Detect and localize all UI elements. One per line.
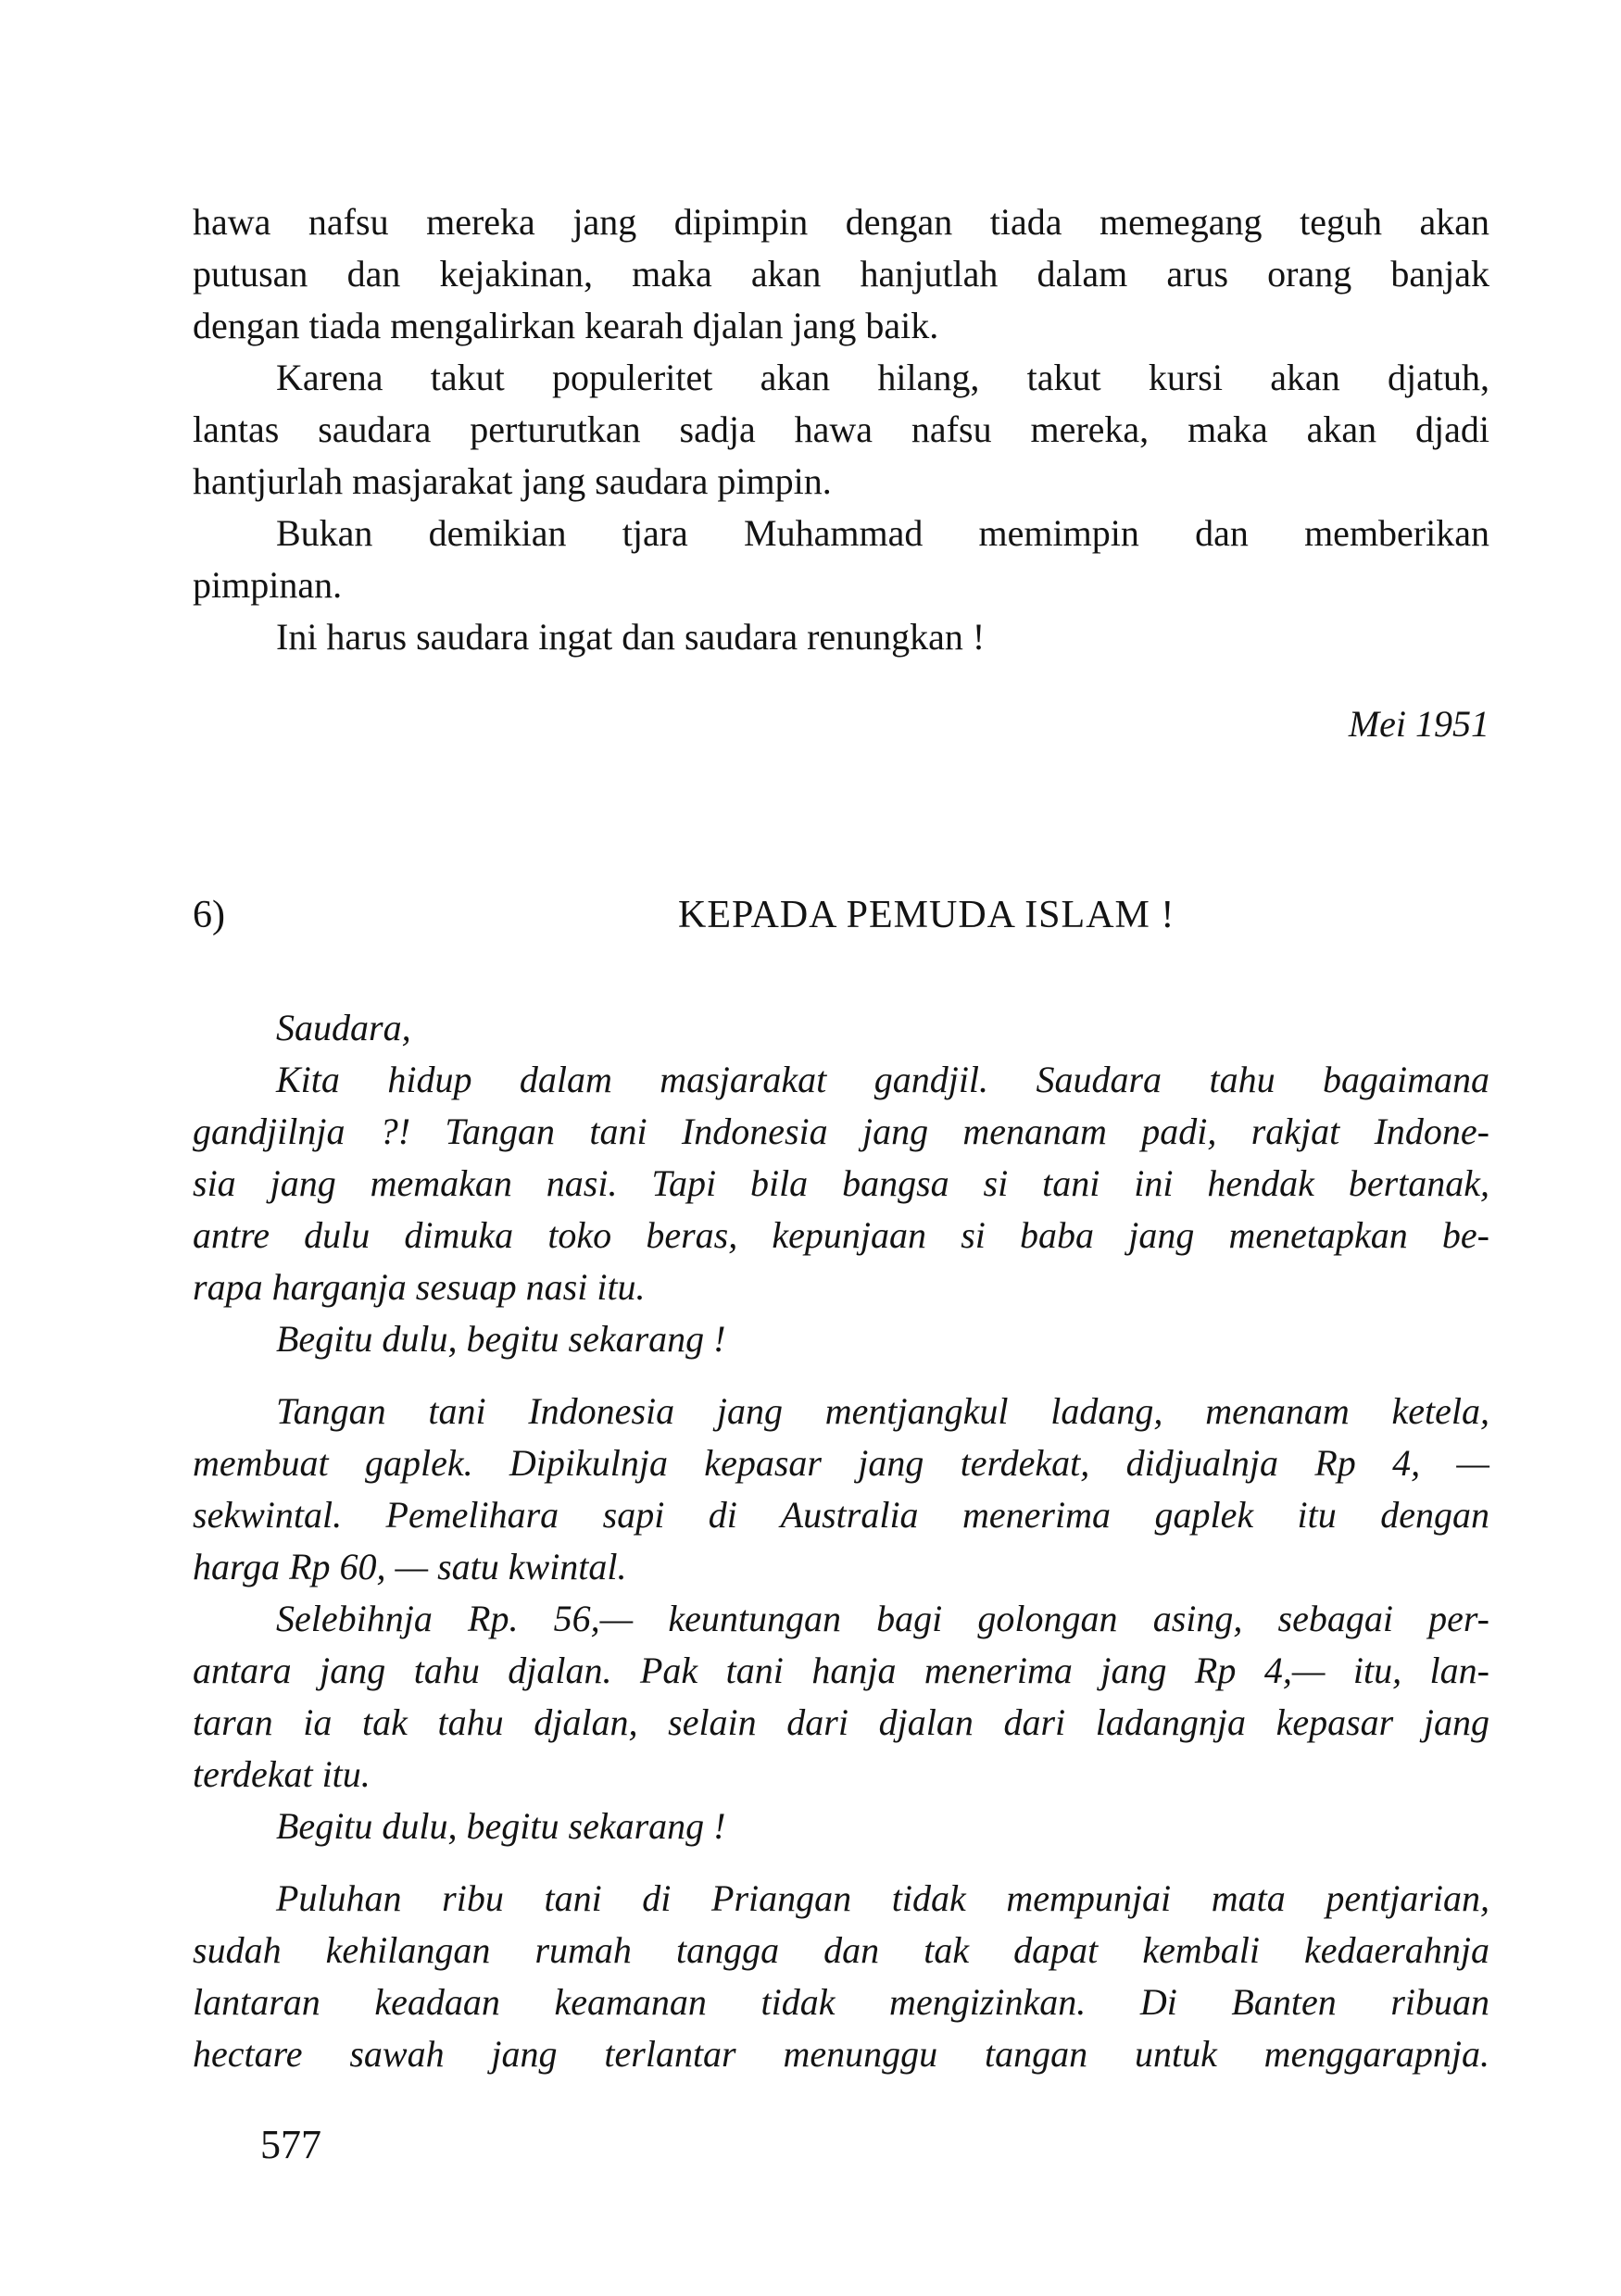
text-line: Puluhan ribu tani di Priangan tidak mempunjai mata pentjarian,: [276, 1877, 1489, 1919]
paragraph: [193, 1873, 1489, 2080]
text-line: Bukan demikian tjara Muhammad memimpin dan memberikan: [276, 512, 1489, 554]
text-line: Begitu dulu, begitu sekarang !: [276, 1805, 726, 1847]
page-number: 577: [260, 2122, 321, 2167]
text-line: taran ia tak tahu djalan, selain dari djalan dari ladangnja kepasar jang: [193, 1701, 1489, 1743]
text-line: pimpinan.: [193, 564, 343, 606]
section-title: KEPADA PEMUDA ISLAM !: [678, 894, 1175, 936]
text-line: gandjilnja ?! Tangan tani Indonesia jang menanam padi, rakjat Indone-: [193, 1110, 1489, 1152]
paragraph: [193, 1800, 1489, 1852]
date-line: Mei 1951: [1348, 703, 1489, 745]
section-heading: [193, 889, 1489, 941]
text-line: putusan dan kejakinan, maka akan hanjutlah dalam arus orang banjak: [193, 253, 1489, 295]
paragraph: [193, 1313, 1489, 1365]
paragraph: [193, 352, 1489, 508]
text-line: hantjurlah masjarakat jang saudara pimpin.: [193, 460, 832, 502]
text-line: hawa nafsu mereka jang dipimpin dengan tiada memegang teguh akan: [193, 201, 1489, 243]
text-line: sekwintal. Pemelihara sapi di Australia menerima gaplek itu dengan: [193, 1494, 1489, 1536]
text-line: sudah kehilangan rumah tangga dan tak dapat kembali kedaerahnja: [193, 1929, 1489, 1971]
text-line: Begitu dulu, begitu sekarang !: [276, 1318, 726, 1360]
intro-paragraphs: [193, 196, 1489, 663]
text-line: terdekat itu.: [193, 1753, 371, 1795]
text-line: harga Rp 60, — satu kwintal.: [193, 1546, 627, 1587]
text-line: Kita hidup dalam masjarakat gandjil. Saudara tahu bagaimana: [276, 1059, 1489, 1100]
essay-paragraphs: [193, 1002, 1489, 2080]
paragraph: [193, 611, 1489, 663]
text-line: Saudara,: [276, 1007, 411, 1048]
text-line: Karena takut populeritet akan hilang, takut kursi akan djatuh,: [276, 357, 1489, 398]
text-line: dengan tiada mengalirkan kearah djalan jang baik.: [193, 305, 939, 346]
text-line: Selebihnja Rp. 56,— keuntungan bagi golongan asing, sebagai per-: [276, 1598, 1489, 1639]
section-number: 6): [193, 894, 225, 936]
paragraph: [193, 1054, 1489, 1313]
text-line: Tangan tani Indonesia jang mentjangkul ladang, menanam ketela,: [276, 1390, 1489, 1432]
paragraph: [193, 508, 1489, 611]
text-line: sia jang memakan nasi. Tapi bila bangsa si tani ini hendak bertanak,: [193, 1162, 1489, 1204]
text-line: lantaran keadaan keamanan tidak mengizinkan. Di Banten ribuan: [193, 1981, 1489, 2023]
text-line: Ini harus saudara ingat dan saudara renungkan !: [276, 616, 986, 658]
paragraph: [193, 1593, 1489, 1800]
text-line: rapa harganja sesuap nasi itu.: [193, 1266, 646, 1308]
text-line: antara jang tahu djalan. Pak tani hanja menerima jang Rp 4,— itu, lan-: [193, 1650, 1489, 1691]
text-line: membuat gaplek. Dipikulnja kepasar jang terdekat, didjualnja Rp 4, —: [193, 1442, 1489, 1484]
paragraph: [193, 1002, 1489, 1054]
text-line: lantas saudara perturutkan sadja hawa nafsu mereka, maka akan djadi: [193, 408, 1489, 450]
text-line: antre dulu dimuka toko beras, kepunjaan si baba jang menetapkan be-: [193, 1214, 1489, 1256]
paragraph: [193, 1386, 1489, 1593]
paragraph: [193, 196, 1489, 352]
text-block: [193, 196, 1489, 2169]
text-line: hectare sawah jang terlantar menunggu tangan untuk menggarapnja.: [193, 2033, 1489, 2075]
